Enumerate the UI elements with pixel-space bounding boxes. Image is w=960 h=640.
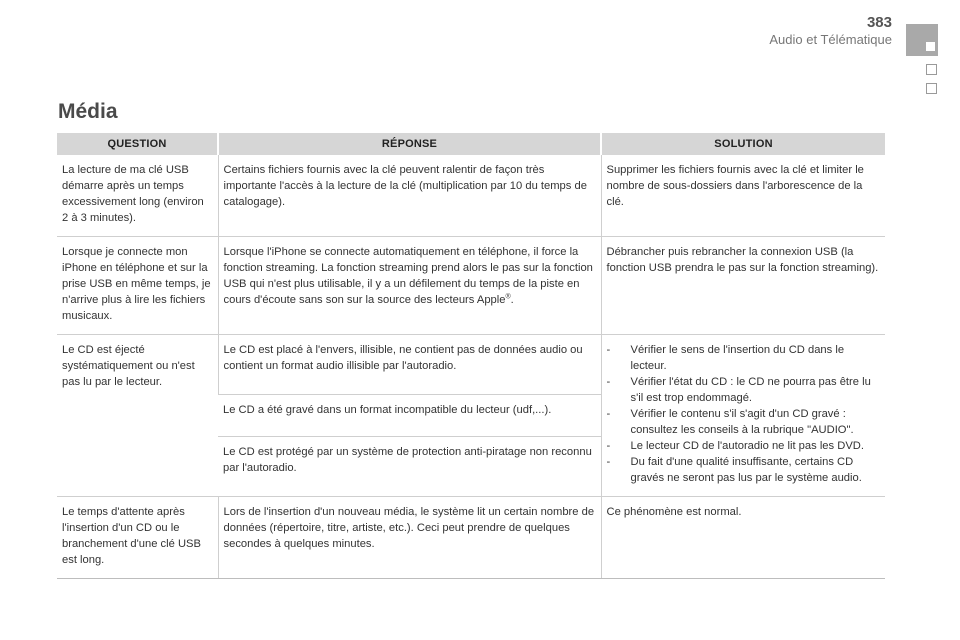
table-header-row (57, 133, 885, 155)
section-tab-marker (926, 83, 937, 94)
answer-cell: Certains fichiers fournis avec la clé peuvent ralentir de façon très importante l'accès à la lecture de la clé (multiplication par 10 du temps de catalogage). (218, 155, 601, 237)
solution-cell: Débrancher puis rebrancher la connexion USB (la fonction USB prendra le pas sur la fonction streaming). (601, 237, 885, 335)
table-row (57, 335, 885, 395)
section-label: Audio et Télématique (769, 32, 892, 47)
answer-cell: Le CD est placé à l'envers, illisible, ne contient pas de données audio ou contient un format audio illisible par l'autoradio. (218, 335, 601, 395)
table-row (57, 497, 885, 579)
solution-item: - Vérifier l'état du CD : le CD ne pourra pas être lu s'il est trop endommagé. (607, 374, 880, 406)
page-title: Média (58, 100, 118, 123)
column-header-solution: SOLUTION (601, 133, 885, 155)
solution-item: - Vérifier le contenu s'il s'agit d'un CD gravé : consultez les conseils à la rubrique "AUDIO". (607, 406, 880, 438)
column-header-question: QUESTION (57, 133, 218, 155)
question-cell: Le temps d'attente après l'insertion d'un CD ou le branchement d'une clé USB est long. (57, 497, 218, 579)
solution-item: - Le lecteur CD de l'autoradio ne lit pas les DVD. (607, 438, 880, 454)
answer-cell (218, 237, 601, 335)
solution-cell: Ce phénomène est normal. (601, 497, 885, 579)
solution-cell: Supprimer les fichiers fournis avec la clé et limiter le nombre de sous-dossiers dans l'arborescence de la clé. (601, 155, 885, 237)
column-header-answer: RÉPONSE (218, 133, 601, 155)
solution-list (607, 342, 880, 486)
question-cell: La lecture de ma clé USB démarre après un temps excessivement long (environ 2 à 3 minutes). (57, 155, 218, 237)
question-cell: Le CD est éjecté systématiquement ou n'est pas lu par le lecteur. (57, 335, 218, 497)
page-number: 383 (866, 14, 892, 31)
section-tab-marker (926, 64, 937, 75)
answer-cell: Lors de l'insertion d'un nouveau média, le système lit un certain nombre de données (répertoire, titre, artiste, etc.). Ceci peut prendre de quelques secondes à quelques minutes. (218, 497, 601, 579)
answer-cell: Le CD est protégé par un système de protection anti-piratage non reconnu par l'autoradio. (218, 436, 601, 496)
solution-cell (601, 335, 885, 497)
answer-text: Lorsque l'iPhone se connecte automatiquement en téléphone, il force la fonction streaming. La fonction streaming prend alors le pas sur la fonction USB qui n'est plus utilisable, il y a un défilement du temps de la piste en cours d'écoute sans son sur la source des lecteurs Apple (223, 246, 593, 306)
question-cell: Lorsque je connecte mon iPhone en téléphone et sur la prise USB en même temps, je n'arrive plus à lire les fichiers musicaux. (57, 237, 218, 335)
solution-item: - Vérifier le sens de l'insertion du CD dans le lecteur. (607, 342, 880, 374)
answer-text-end: . (510, 294, 514, 306)
solution-item: - Du fait d'une qualité insuffisante, certains CD gravés ne seront pas lus par le système audio. (607, 454, 880, 486)
registered-mark: ® (505, 293, 511, 301)
section-tab-active (906, 24, 938, 56)
table-row (57, 237, 885, 335)
answer-cell: Le CD a été gravé dans un format incompatible du lecteur (udf,...). (218, 395, 601, 436)
faq-table (57, 133, 885, 579)
table-row (57, 155, 885, 237)
